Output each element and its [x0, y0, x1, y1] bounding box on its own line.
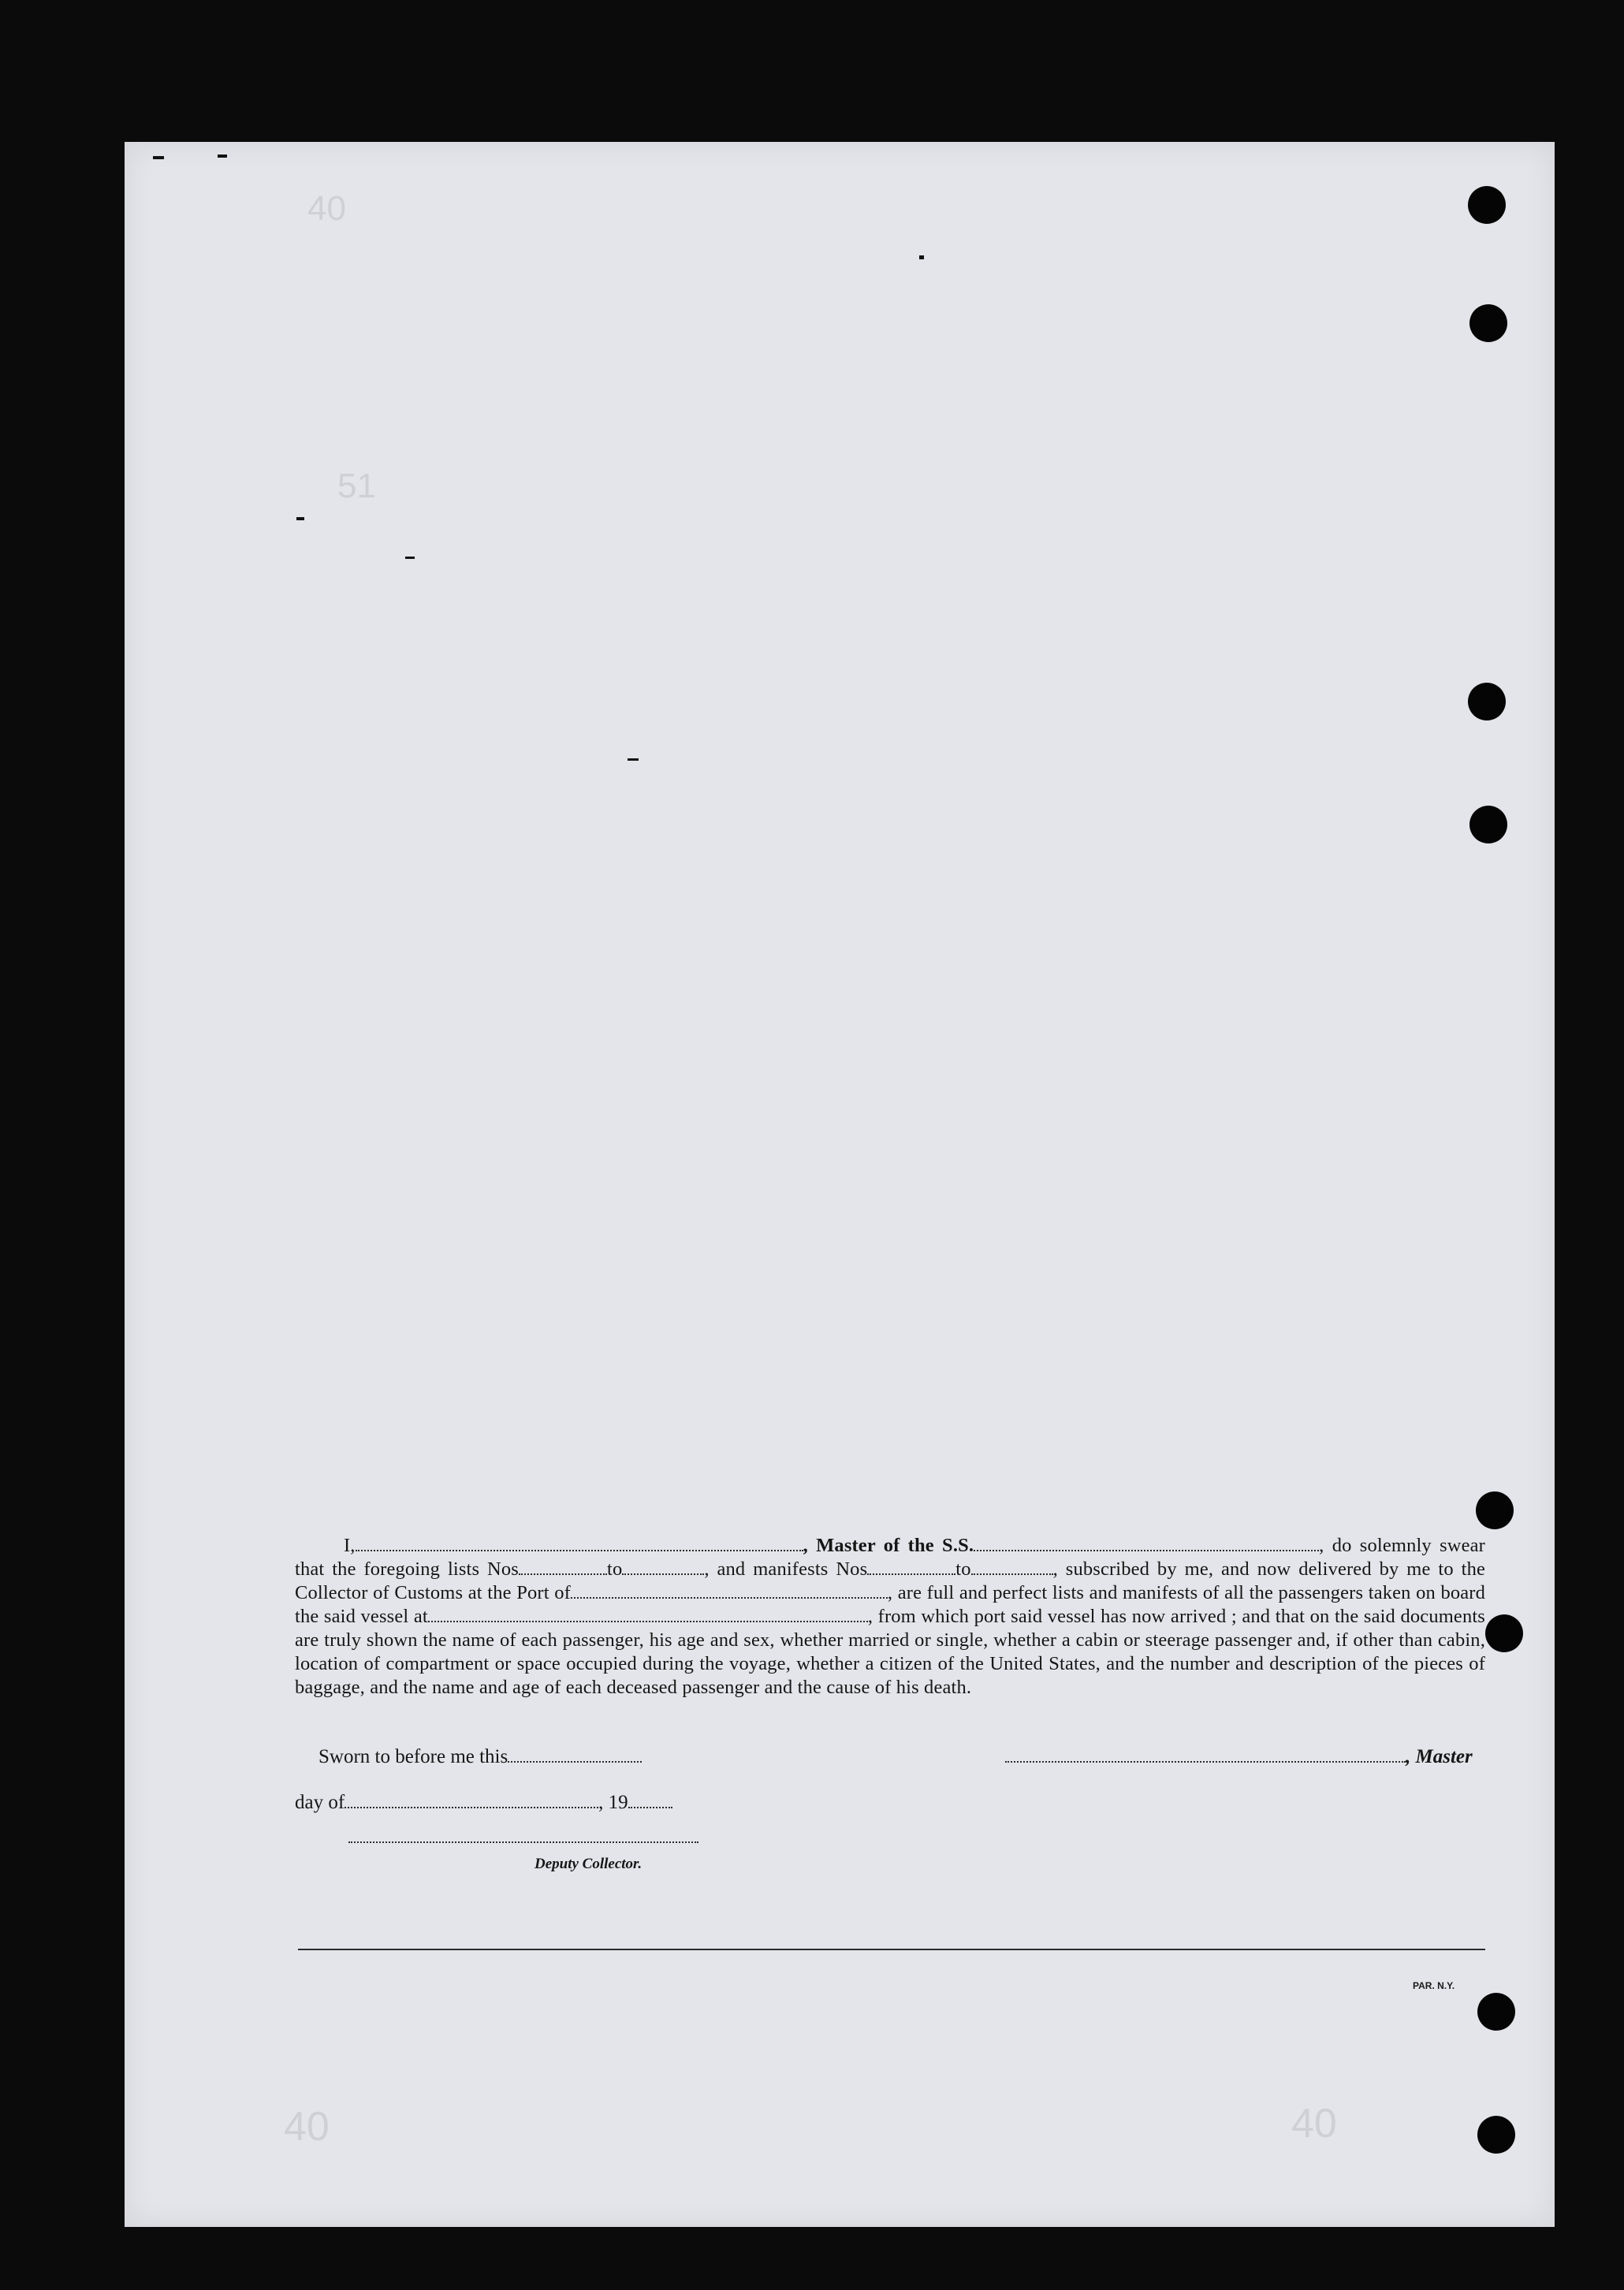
deputy-collector-label: Deputy Collector.: [535, 1856, 643, 1872]
ghost-page-number-right: 40: [1291, 2101, 1337, 2147]
deputy-collector-signature-blank: [348, 1841, 698, 1843]
day-of-line: [295, 1791, 672, 1814]
manifests-from-blank: [867, 1558, 955, 1575]
punch-hole: [1476, 1491, 1514, 1529]
oath-to-2: to: [955, 1558, 971, 1580]
punch-hole: [1469, 304, 1507, 342]
year-blank: [628, 1791, 672, 1808]
month-blank: [345, 1791, 598, 1808]
oath-do-solemnly: , do solemnly: [1319, 1535, 1432, 1556]
oath-and-manifests: , and manifests Nos: [704, 1558, 868, 1580]
ink-speck: [218, 155, 227, 158]
horizontal-rule: [298, 1949, 1485, 1950]
sworn-label: Sworn to before me this: [318, 1746, 508, 1767]
ink-speck: [405, 557, 415, 559]
day-of-label: day of: [295, 1792, 345, 1813]
manifest-page: [125, 142, 1555, 2227]
oath-to-1: to: [607, 1558, 623, 1580]
departure-port-blank: [428, 1605, 868, 1622]
oath-delivered: delivered by me to the Collector of Customs at the Port of: [295, 1558, 1485, 1603]
ink-speck: [153, 156, 164, 159]
printer-mark: PAR. N.Y.: [1413, 1980, 1455, 1991]
master-signature-line: [1005, 1745, 1473, 1768]
oath-swear: swear that the foregoing lists Nos: [295, 1535, 1485, 1580]
master-label: , Master: [1406, 1746, 1473, 1767]
oath-master-of-ss: , Master of the S.S.: [803, 1535, 974, 1556]
ghost-mid-number: 51: [337, 467, 376, 505]
vessel-name-blank: [974, 1534, 1319, 1551]
punch-hole: [1468, 186, 1506, 224]
oath-subscribed: , subscribed by me, and now: [1052, 1558, 1291, 1580]
port-blank: [571, 1581, 888, 1599]
punch-hole: [1468, 683, 1506, 721]
oath-manifests-of: manifests of all the passengers taken on board the said vessel at: [295, 1582, 1485, 1627]
ghost-top-number: 40: [307, 189, 346, 228]
oath-i: I,: [344, 1535, 356, 1556]
manifests-to-blank: [971, 1558, 1053, 1575]
lists-from-blank: [519, 1558, 607, 1575]
sworn-date-blank: [508, 1745, 642, 1763]
punch-hole: [1485, 1614, 1523, 1652]
ghost-page-number-left: 40: [284, 2104, 330, 2150]
sworn-line: [318, 1745, 642, 1768]
ink-speck: [296, 517, 304, 520]
master-oath-paragraph: [295, 1534, 1485, 1700]
master-name-blank: [356, 1534, 803, 1551]
ink-speck: [919, 255, 924, 259]
oath-rest: , from which port said vessel has now arrived ; and that on the said documents are truly shown the name of each passenger, his age and sex, whether married or single, whether a cabin or steerage passenger and, if other than cabin, location of compartment or space occupied during the voyage, whether a citizen of the United States, and the number and description of the pieces of baggage, and the name and age of each deceased passenger and the cause of his death.: [295, 1606, 1485, 1698]
year-prefix: , 19: [598, 1792, 628, 1813]
oath-are-full: , are full and perfect lists and: [887, 1582, 1118, 1603]
ink-speck: [628, 758, 639, 761]
punch-hole: [1469, 806, 1507, 843]
master-signature-blank: [1005, 1745, 1406, 1763]
lists-to-blank: [622, 1558, 704, 1575]
punch-hole: [1477, 2116, 1515, 2154]
punch-hole: [1477, 1993, 1515, 2031]
